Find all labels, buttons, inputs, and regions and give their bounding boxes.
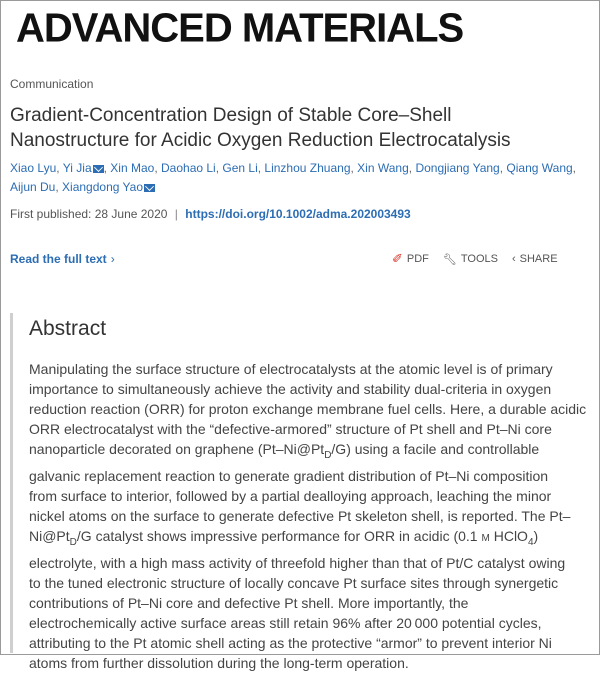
read-full-text-link[interactable]: Read the full text ›	[10, 252, 115, 266]
author-link[interactable]: Linzhou Zhuang	[264, 161, 351, 175]
abstract-body: Manipulating the surface structure of electrocatalysts at the atomic level is of primary importance to simultaneously achieve the activity and stability dual-criteria in oxygen reduction reaction (ORR) for proton exchange membrane fuel cells. Here, a durable acidic ORR electrocatalyst with the “defective-armored” structure of Pt shell and Pt–Ni core nanoparticle decorated on graphene $(Pt-Ni@Pt_D/G)$ using a facile and controllable galvanic replacement reaction to generate gradient distribution of Pt–Ni composition from surface to interior, followed by a partial dealloying approach, leaching the minor nickel atoms on the surface to generate defective Pt skeleton shell, is reported. The Pt– $Ni@Pt_D/G$ catalyst shows impressive performance for ORR in acidic (0.1 M HClO$_4$) electrolyte, with a high mass activity of threefold higher than that of Pt/C catalyst owing to the tuned electronic structure of locally concave Pt surface sites through synergetic contributions of Pt–Ni core and defective Pt shell. More importantly, the electrochemically active surface areas still retain 96% after 20 000 potential cycles, attributing to the Pt atomic shell acting as the protective “armor” to prevent interior Ni atoms from further dissolution during the long-term operation.	[29, 361, 587, 671]
publication-info: First published: 28 June 2020 | https://doi.org/10.1002/adma.202003493	[10, 207, 411, 221]
email-icon[interactable]	[144, 184, 155, 192]
share-icon: ‹	[511, 253, 516, 265]
author-link[interactable]: Xin Wang	[357, 161, 409, 175]
author-link[interactable]: Dongjiang Yang	[415, 161, 500, 175]
pdf-button[interactable]: ✐ PDF	[392, 251, 429, 266]
author-link[interactable]: Daohao Li	[161, 161, 216, 175]
article-tools	[392, 251, 558, 267]
author-link[interactable]: Qiang Wang	[506, 161, 573, 175]
journal-masthead: ADVANCED MATERIALS	[16, 5, 464, 51]
email-icon[interactable]	[93, 165, 104, 173]
doi-link[interactable]: https://doi.org/10.1002/adma.202003493	[185, 207, 411, 221]
author-link[interactable]: Xiao Lyu	[10, 161, 57, 175]
author-link[interactable]: Xin Mao	[110, 161, 155, 175]
author-link[interactable]: Yi Jia	[62, 161, 92, 175]
article-type: Communication	[10, 77, 94, 91]
abstract-heading: Abstract	[29, 317, 107, 340]
chevron-right-icon: ›	[110, 252, 115, 266]
author-list: Xiao Lyu, Yi Jia , Xin Mao, Daohao Li, Gen Li, Linzhou Zhuang, Xin Wang, Dongjiang Yang, Qiang Wang, Aijun Du, Xiangdong Yao	[10, 161, 577, 194]
author-link[interactable]: Xiangdong Yao	[62, 180, 143, 194]
tools-button[interactable]: 🔧︎ TOOLS	[442, 253, 498, 266]
author-link[interactable]: Aijun Du	[10, 180, 56, 194]
wrench-icon: 🔧︎	[442, 253, 457, 266]
author-link[interactable]: Gen Li	[222, 161, 258, 175]
pdf-icon: ✐	[392, 251, 403, 266]
article-title: Gradient-Concentration Design of Stable Core–Shell Nanostructure for Acidic Oxygen Reduction Electrocatalysis	[10, 105, 511, 151]
share-button[interactable]: ‹ SHARE	[511, 253, 558, 265]
